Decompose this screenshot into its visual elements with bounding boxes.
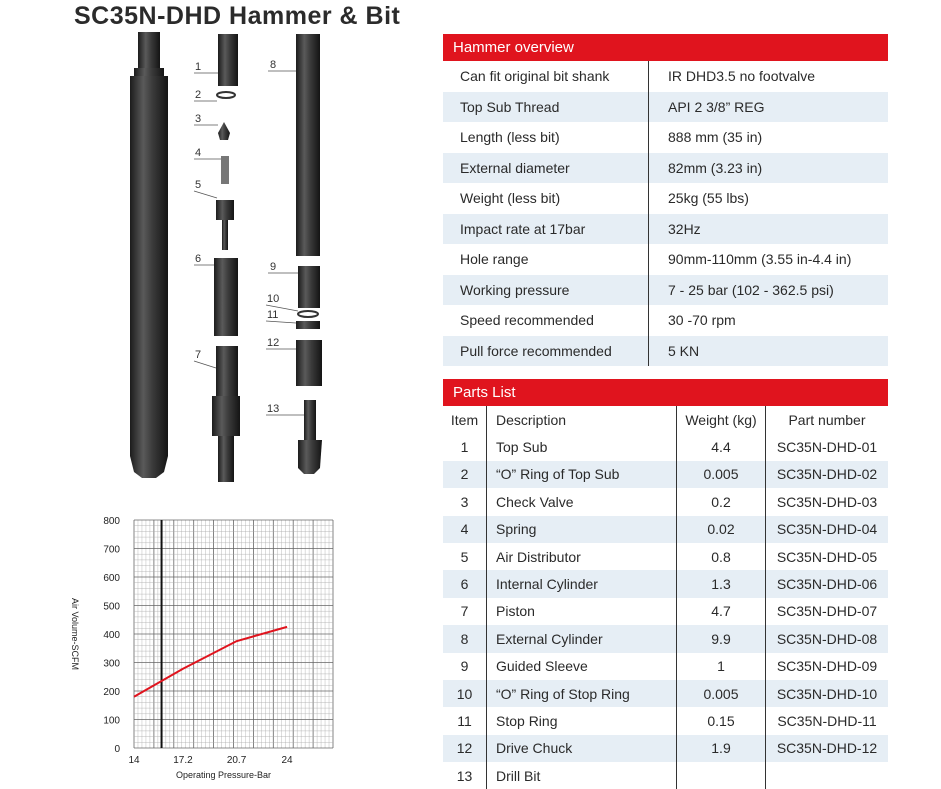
part-description: “O” Ring of Top Sub — [487, 461, 677, 488]
callout-4: 4 — [195, 147, 202, 159]
callout-1: 1 — [195, 61, 202, 73]
part-item: 9 — [443, 653, 487, 680]
part-item: 5 — [443, 543, 487, 570]
table-row — [443, 488, 888, 515]
callout-11: 11 — [267, 309, 279, 321]
col-item: Item — [443, 406, 487, 433]
col-part-number: Part number — [788, 411, 866, 428]
part-number: SC35N-DHD-05 — [776, 548, 878, 565]
exploded-parts-right — [296, 34, 322, 474]
part-weight: 0.02 — [677, 516, 766, 543]
part-weight: 0.15 — [677, 707, 766, 734]
overview-label: Impact rate at 17bar — [443, 214, 649, 245]
page-title: SC35N-DHD Hammer & Bit — [74, 2, 401, 30]
table-row — [443, 625, 888, 652]
overview-label: Weight (less bit) — [443, 183, 649, 214]
x-axis-label: Operating Pressure-Bar — [175, 770, 272, 780]
part-description: Check Valve — [487, 488, 677, 515]
overview-label: Hole range — [443, 244, 649, 275]
parts-table-body — [443, 433, 888, 789]
part-item: 4 — [443, 516, 487, 543]
overview-label: Speed recommended — [443, 305, 649, 336]
table-row — [443, 735, 888, 762]
table-row — [443, 461, 888, 488]
callout-7: 7 — [195, 349, 202, 361]
part-item: 10 — [443, 680, 487, 707]
overview-value: 32Hz — [668, 220, 701, 237]
part-number: SC35N-DHD-11 — [777, 712, 877, 729]
part-number: SC35N-DHD-07 — [776, 603, 878, 620]
y-axis-label: Air Volume-SCFM — [70, 597, 80, 671]
overview-value: API 2 3/8” REG — [668, 98, 765, 115]
overview-row — [443, 336, 888, 367]
part-description: Internal Cylinder — [487, 570, 677, 597]
part-weight: 1.3 — [677, 570, 766, 597]
overview-value: 25kg (55 lbs) — [668, 190, 749, 206]
part-description: Drive Chuck — [487, 735, 677, 762]
air-volume-chart — [60, 505, 350, 785]
table-row — [443, 707, 888, 734]
y-tick-label: 700 — [103, 544, 120, 556]
y-tick-label: 500 — [103, 601, 120, 613]
part-description: Guided Sleeve — [487, 653, 677, 680]
part-weight: 0.005 — [677, 461, 766, 488]
part-description: “O” Ring of Stop Ring — [487, 680, 677, 707]
y-tick-label: 400 — [103, 630, 120, 641]
y-tick-label: 800 — [103, 516, 120, 527]
table-row — [443, 653, 888, 680]
parts-table-header-row — [443, 406, 888, 433]
x-tick-label: 17.2 — [173, 755, 193, 766]
y-tick-label: 600 — [103, 573, 120, 584]
overview-label: External diameter — [443, 153, 649, 184]
part-number: SC35N-DHD-12 — [776, 740, 878, 757]
table-row — [443, 598, 888, 625]
overview-label: Pull force recommended — [443, 336, 649, 367]
callout-5: 5 — [195, 179, 202, 191]
overview-value: 82mm (3.23 in) — [668, 159, 763, 176]
overview-row — [443, 275, 888, 306]
callout-3: 3 — [195, 113, 202, 125]
overview-value: 7 - 25 bar (102 - 362.5 psi) — [668, 281, 834, 298]
overview-row — [443, 92, 888, 123]
overview-value: IR DHD3.5 no footvalve — [668, 68, 816, 84]
part-weight: 0.005 — [677, 680, 766, 707]
part-weight: 0.8 — [677, 543, 766, 570]
part-item: 2 — [443, 461, 487, 488]
part-number: SC35N-DHD-02 — [776, 466, 878, 483]
part-weight: 1 — [677, 653, 766, 680]
overview-row — [443, 183, 888, 214]
overview-value: 888 mm (35 in) — [668, 129, 763, 145]
series-line — [134, 627, 287, 697]
col-description: Description — [487, 406, 677, 433]
hammer-exploded-drawing — [100, 28, 340, 488]
part-item: 1 — [443, 433, 487, 460]
overview-label: Top Sub Thread — [443, 92, 649, 123]
parts-list-panel — [443, 379, 888, 789]
y-tick-label: 200 — [103, 687, 120, 698]
overview-row — [443, 244, 888, 275]
part-description: Top Sub — [487, 433, 677, 460]
x-tick-label: 14 — [128, 755, 140, 766]
overview-row — [443, 153, 888, 184]
callout-13: 13 — [267, 403, 280, 415]
part-description: External Cylinder — [487, 625, 677, 652]
part-description: Drill Bit — [487, 762, 677, 789]
callout-10: 10 — [267, 293, 280, 305]
part-number: SC35N-DHD-04 — [776, 521, 878, 538]
part-item: 13 — [443, 762, 487, 789]
part-number: SC35N-DHD-08 — [776, 630, 878, 647]
part-number: SC35N-DHD-09 — [776, 658, 878, 675]
overview-label: Working pressure — [443, 275, 649, 306]
part-number: SC35N-DHD-03 — [776, 493, 878, 510]
overview-value: 5 KN — [668, 342, 700, 359]
parts-list-header: Parts List — [443, 379, 888, 406]
hammer-overview-panel — [443, 34, 888, 366]
parts-table — [443, 406, 888, 789]
overview-row — [443, 305, 888, 336]
hammer-overview-header: Hammer overview — [443, 34, 888, 61]
overview-row — [443, 122, 888, 153]
overview-value: 90mm-110mm (3.55 in-4.4 in) — [668, 251, 852, 267]
part-item: 8 — [443, 625, 487, 652]
part-number: SC35N-DHD-10 — [776, 685, 878, 702]
overview-row — [443, 61, 888, 92]
part-item: 11 — [443, 707, 487, 734]
callout-2: 2 — [195, 89, 202, 101]
part-weight: 0.2 — [677, 488, 766, 515]
part-description: Piston — [487, 598, 677, 625]
x-tick-label: 24 — [281, 755, 293, 766]
part-item: 7 — [443, 598, 487, 625]
part-description: Air Distributor — [487, 543, 677, 570]
part-item: 3 — [443, 488, 487, 515]
overview-row — [443, 214, 888, 245]
hammer-overview-rows — [443, 61, 888, 366]
part-item: 6 — [443, 570, 487, 597]
y-tick-label: 300 — [103, 658, 120, 670]
part-weight: 9.9 — [677, 625, 766, 652]
part-weight: 1.9 — [677, 735, 766, 762]
table-row — [443, 680, 888, 707]
y-tick-label: 100 — [103, 715, 120, 727]
overview-value: 30 -70 rpm — [668, 312, 736, 328]
part-item: 12 — [443, 735, 487, 762]
col-weight: Weight (kg) — [677, 406, 766, 433]
assembled-hammer-image — [130, 32, 168, 478]
callout-8: 8 — [270, 59, 277, 71]
x-tick-label: 20.7 — [226, 755, 247, 766]
table-row — [443, 433, 888, 460]
part-description: Stop Ring — [487, 707, 677, 734]
overview-label: Can fit original bit shank — [443, 61, 649, 92]
part-weight: 4.4 — [677, 433, 766, 460]
part-weight: 4.7 — [677, 598, 766, 625]
overview-label: Length (less bit) — [443, 122, 649, 153]
part-number: SC35N-DHD-01 — [776, 439, 878, 456]
part-number: SC35N-DHD-06 — [776, 576, 878, 593]
callout-6: 6 — [195, 253, 202, 265]
callout-12: 12 — [267, 337, 280, 349]
part-description: Spring — [487, 516, 677, 543]
y-tick-label: 0 — [114, 744, 120, 755]
table-row — [443, 543, 888, 570]
table-row — [443, 516, 888, 543]
callout-9: 9 — [270, 261, 277, 273]
table-row — [443, 570, 888, 597]
